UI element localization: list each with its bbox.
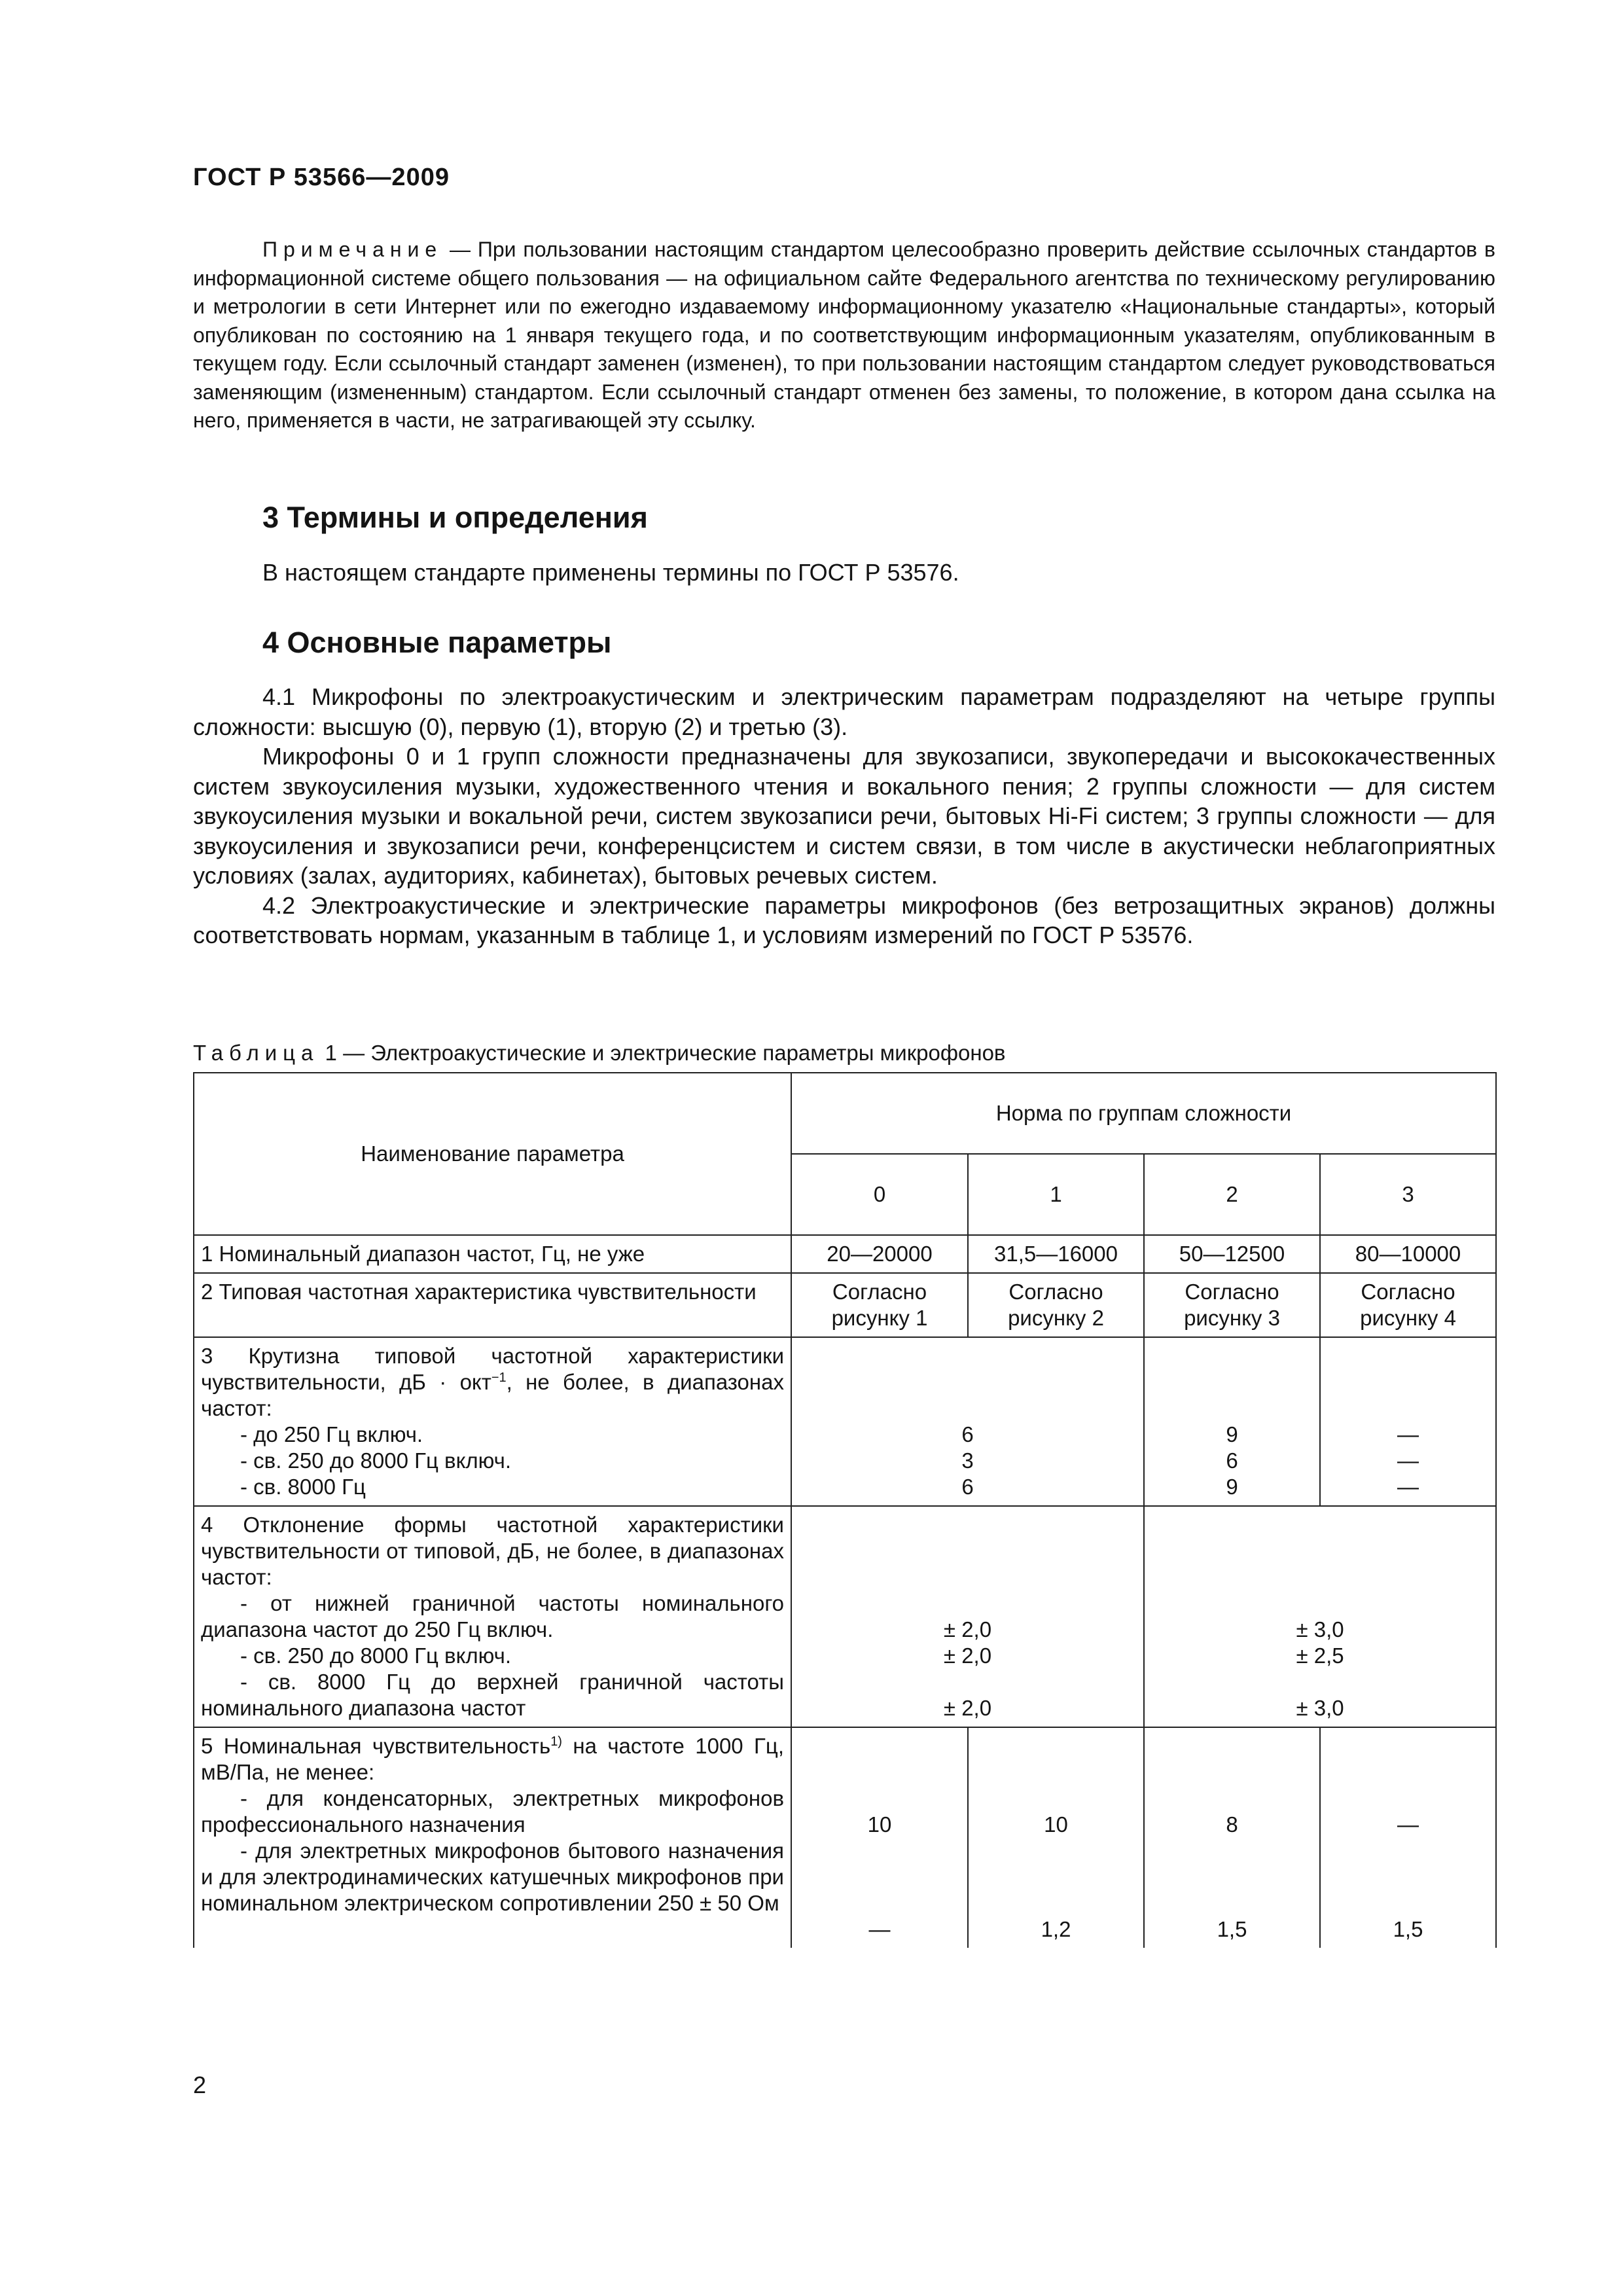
row2-g2: Согласно рисунку 3 — [1144, 1273, 1320, 1337]
table-row — [194, 1506, 1496, 1727]
section-4-body — [193, 682, 1495, 950]
row4-g23: ± 3,0 ± 2,5 ± 3,0 — [1144, 1506, 1496, 1727]
row3-g01: 6 3 6 — [791, 1337, 1144, 1506]
section-3-title: 3 Термины и определения — [262, 501, 648, 534]
row2-g0: Согласно рисунку 1 — [791, 1273, 968, 1337]
table-row — [194, 1727, 1496, 1948]
row1-name: 1 Номинальный диапазон частот, Гц, не уже — [194, 1235, 791, 1273]
note-text: — При пользовании настоящим стандартом целесообразно проверить действие ссылочных стандартов в информационной системе общего пользования — на официальном сайте Федерального агентства по техническому регулированию и метрологии в сети Интернет или по ежегодно издаваемому информационному указателю «Национальные стандарты», который опубликован по состоянию на 1 января текущего года, и по соответствующим информационным указателям, опубликованным в текущем году. Если ссылочный стандарт заменен (изменен), то при пользовании настоящим стандартом следует руководствоваться заменяющим (измененным) стандартом. Если ссылочный стандарт отменен без замены, то положение, в котором дана ссылка на него, применяется в части, не затрагивающей эту ссылку. — [193, 238, 1495, 432]
header-group-1: 1 — [968, 1154, 1144, 1235]
row1-g0: 20—20000 — [791, 1235, 968, 1273]
paragraph-4-1-groups: Микрофоны 0 и 1 групп сложности предназначены для звукозаписи, звукопередачи и высококачественных систем звукоусиления музыки, художественного чтения и вокального пения; 2 группы сложности — для систем звукоусиления музыки и вокальной речи, систем звукозаписи речи, бытовых Hi-Fi систем; 3 группы сложности — для звукоусиления и звукозаписи речи, конференцсистем и систем связи, в том числе в акустически неблагоприятных условиях (залах, аудиториях, кабинетах), бытовых речевых систем. — [193, 743, 1495, 889]
note-block — [193, 236, 1495, 435]
row4-g01: ± 2,0 ± 2,0 ± 2,0 — [791, 1506, 1144, 1727]
row5-g3: — 1,5 — [1320, 1727, 1496, 1948]
row5-name: 5 Номинальная чувствительность$^{1)}$ на частоте 1000 Гц, мВ/Па, не менее: - для конденсаторных, электретных микрофонов профессионального назначения - для электретных микрофонов бытового назначения и для электродинамических катушечных микрофонов при номинальном электрическом сопротивлении 250 ± 50 Ом — [194, 1727, 791, 1948]
parameters-table — [193, 1072, 1497, 1948]
document-code: ГОСТ Р 53566—2009 — [193, 164, 450, 191]
row2-name: 2 Типовая частотная характеристика чувствительности — [194, 1273, 791, 1337]
row5-g0: 10 — — [791, 1727, 968, 1948]
row2-g3: Согласно рисунку 4 — [1320, 1273, 1496, 1337]
header-param-name: Наименование параметра — [194, 1073, 791, 1235]
row4-name: 4 Отклонение формы частотной характеристики чувствительности от типовой, дБ, не более, в диапазонах частот: - от нижней граничной частоты номинального диапазона частот до 250 Гц включ. - св. 250 до 8000 Гц включ. - св. 8000 Гц до верхней граничной частоты номинального диапазона частот — [194, 1506, 791, 1727]
section-4-title: 4 Основные параметры — [262, 626, 612, 659]
header-group-0: 0 — [791, 1154, 968, 1235]
header-group-2: 2 — [1144, 1154, 1320, 1235]
paragraph-4-1: 4.1 Микрофоны по электроакустическим и электрическим параметрам подразделяют на четыре группы сложности: высшую (0), первую (1), вторую (2) и третью (3). — [193, 683, 1495, 740]
row3-g3: — — — — [1320, 1337, 1496, 1506]
table-row — [194, 1235, 1496, 1273]
row2-g1: Согласно рисунку 2 — [968, 1273, 1144, 1337]
header-norm: Норма по группам сложности — [791, 1073, 1496, 1154]
row5-g1: 10 1,2 — [968, 1727, 1144, 1948]
table-row — [194, 1337, 1496, 1506]
row1-g1: 31,5—16000 — [968, 1235, 1144, 1273]
header-group-3: 3 — [1320, 1154, 1496, 1235]
row3-name: 3 Крутизна типовой частотной характеристики чувствительности, дБ · окт$^{-1}$, не более, в диапазонах частот: - до 250 Гц включ. - св. 250 до 8000 Гц включ. - св. 8000 Гц — [194, 1337, 791, 1506]
paragraph-4-2: 4.2 Электроакустические и электрические параметры микрофонов (без ветрозащитных экранов) должны соответствовать нормам, указанным в таблице 1, и условиям измерений по ГОСТ Р 53576. — [193, 891, 1495, 948]
note-label: Примечание — [262, 238, 443, 261]
section-3-text: В настоящем стандарте применены термины по ГОСТ Р 53576. — [262, 559, 959, 586]
row1-g2: 50—12500 — [1144, 1235, 1320, 1273]
row3-g2: 9 6 9 — [1144, 1337, 1320, 1506]
row1-g3: 80—10000 — [1320, 1235, 1496, 1273]
table-caption: Таблица 1 — Электроакустические и электрические параметры микрофонов — [193, 1041, 1006, 1065]
row5-g2: 8 1,5 — [1144, 1727, 1320, 1948]
table-row — [194, 1273, 1496, 1337]
page-number: 2 — [193, 2072, 207, 2098]
